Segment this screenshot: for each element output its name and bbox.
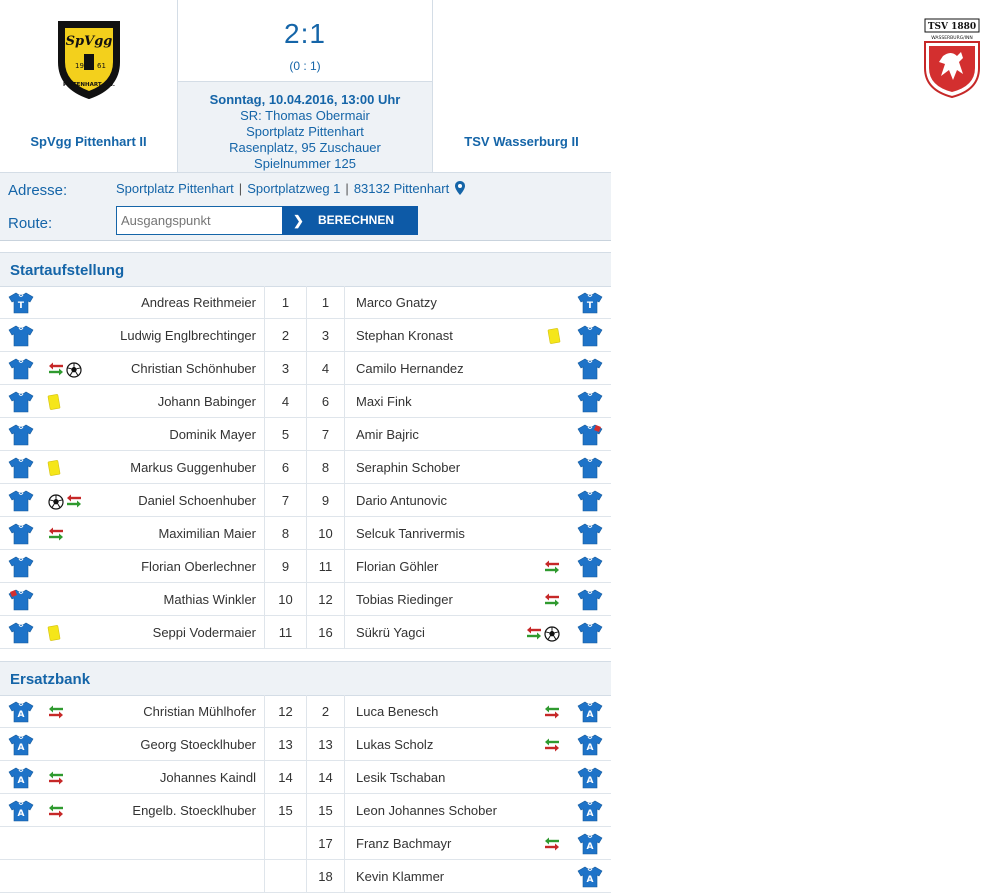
home-team-panel[interactable] (0, 0, 177, 172)
home-player-name[interactable]: Andreas Reithmeier (141, 295, 256, 310)
referee: SR: Thomas Obermair (240, 108, 370, 123)
away-player-number: 1 (306, 286, 344, 319)
svg-text:A: A (586, 809, 594, 819)
home-player-number: 10 (264, 583, 306, 616)
home-player-name[interactable]: Daniel Schoenhuber (138, 493, 256, 508)
substitution-out-icon (544, 593, 560, 610)
away-player-name[interactable]: Franz Bachmayr (344, 827, 611, 860)
away-player-number: 2 (306, 695, 344, 728)
away-player-number: 16 (306, 616, 344, 649)
away-player-name[interactable]: Camilo Hernandez (344, 352, 611, 385)
away-player-name[interactable]: Seraphin Schober (344, 451, 611, 484)
home-player-name[interactable] (0, 860, 264, 893)
home-player-name[interactable]: Markus Guggenhuber (130, 460, 256, 475)
score-box (178, 0, 432, 82)
away-player-number: 14 (306, 761, 344, 794)
player-row (0, 385, 611, 418)
home-player-number: 1 (264, 286, 306, 319)
home-player-number (264, 860, 306, 893)
away-player-number: 18 (306, 860, 344, 893)
home-player-number: 14 (264, 761, 306, 794)
match-info-panel (177, 0, 433, 172)
home-player-number: 11 (264, 616, 306, 649)
home-player-number: 13 (264, 728, 306, 761)
svg-text:WASSERBURG/INN: WASSERBURG/INN (931, 36, 973, 41)
player-row (0, 451, 611, 484)
home-team-crest-icon (56, 18, 122, 100)
away-player-name[interactable]: Lesik Tschaban (344, 761, 611, 794)
away-shirt-icon (577, 523, 603, 548)
away-player-name[interactable]: Lukas Scholz (344, 728, 611, 761)
away-player-number: 13 (306, 728, 344, 761)
away-shirt-icon (577, 622, 603, 647)
away-player-name[interactable]: Leon Johannes Schober (344, 794, 611, 827)
player-row (0, 695, 611, 728)
away-shirt-icon (577, 701, 603, 726)
away-player-name[interactable]: Florian Göhler (344, 550, 611, 583)
home-player-name[interactable]: Ludwig Englbrechtinger (120, 328, 256, 343)
away-shirt-icon (577, 325, 603, 350)
away-player-number: 12 (306, 583, 344, 616)
away-team-crest-icon (921, 18, 983, 98)
home-player-name[interactable]: Georg Stoecklhuber (140, 737, 256, 752)
home-player-name[interactable]: Dominik Mayer (169, 427, 256, 442)
home-player-number: 12 (264, 695, 306, 728)
route-start-input[interactable] (116, 206, 283, 235)
home-player-name[interactable]: Johann Babinger (157, 394, 256, 409)
svg-text:TSV 1880: TSV 1880 (927, 22, 977, 32)
goal-ball-icon (544, 626, 560, 645)
away-shirt-icon (577, 734, 603, 759)
away-shirt-icon (577, 292, 603, 317)
home-player-number: 5 (264, 418, 306, 451)
address-label: Adresse: (8, 182, 68, 199)
substitution-in-icon (544, 837, 560, 854)
svg-text:A: A (586, 842, 594, 852)
address-city: 83132 Pittenhart (353, 181, 450, 196)
calculate-route-button[interactable] (282, 206, 418, 235)
away-shirt-icon (577, 490, 603, 515)
svg-text:T: T (17, 301, 25, 311)
away-player-number: 6 (306, 385, 344, 418)
home-player-number: 15 (264, 794, 306, 827)
away-player-number: 17 (306, 827, 344, 860)
final-score: 2:1 (284, 18, 326, 49)
svg-text:A: A (17, 776, 25, 786)
away-shirt-icon (577, 391, 603, 416)
halftime-score: (0 : 1) (289, 59, 321, 73)
player-row (0, 517, 611, 550)
away-player-number: 3 (306, 319, 344, 352)
svg-text:61: 61 (97, 62, 106, 70)
substitution-in-icon (544, 705, 560, 722)
svg-text:T: T (586, 301, 594, 311)
svg-text:A: A (586, 776, 594, 786)
away-player-name[interactable]: Tobias Riedinger (344, 583, 611, 616)
away-player-number: 9 (306, 484, 344, 517)
away-player-name[interactable]: Stephan Kronast (344, 319, 611, 352)
home-player-number: 3 (264, 352, 306, 385)
away-player-number: 7 (306, 418, 344, 451)
svg-text:A: A (17, 710, 25, 720)
home-player-number: 7 (264, 484, 306, 517)
home-player-number (264, 827, 306, 860)
address-street: Sportplatzweg 1 (247, 181, 341, 196)
away-player-name[interactable]: Selcuk Tanrivermis (344, 517, 611, 550)
address-line: Sportplatz Pittenhart | Sportplatzweg 1 | 83132 Pittenhart (116, 181, 465, 196)
away-shirt-icon (577, 424, 603, 449)
player-row (0, 616, 611, 649)
svg-text:A: A (586, 710, 594, 720)
substitution-out-icon (526, 626, 542, 643)
away-player-name[interactable]: Luca Benesch (344, 695, 611, 728)
svg-text:A: A (586, 743, 594, 753)
svg-text:A: A (17, 743, 25, 753)
home-player-number: 9 (264, 550, 306, 583)
away-shirt-icon (577, 800, 603, 825)
player-row (0, 418, 611, 451)
home-player-number: 8 (264, 517, 306, 550)
home-player-name[interactable]: Florian Oberlechner (141, 559, 256, 574)
lineup-section-title: Startaufstellung (0, 252, 611, 287)
svg-text:A: A (17, 809, 25, 819)
svg-text:SpVgg: SpVgg (65, 34, 113, 49)
player-row (0, 761, 611, 794)
match-date: Sonntag, 10.04.2016, 13:00 Uhr (209, 92, 401, 107)
bench-table (0, 695, 611, 893)
lineup-table (0, 286, 611, 649)
away-shirt-icon (577, 866, 603, 891)
calculate-route-label: BERECHNEN (318, 213, 395, 227)
away-player-number: 4 (306, 352, 344, 385)
away-shirt-icon (577, 556, 603, 581)
svg-text:19: 19 (75, 62, 84, 70)
home-player-name[interactable]: Christian Schönhuber (130, 361, 256, 376)
substitution-in-icon (544, 738, 560, 755)
away-team-panel[interactable] (433, 0, 977, 172)
bench-section-title: Ersatzbank (0, 661, 611, 696)
route-label: Route: (8, 215, 53, 232)
address-panel (0, 172, 611, 241)
pitch-info: Rasenplatz, 95 Zuschauer (229, 140, 381, 155)
match-details (178, 92, 432, 172)
match-header (0, 0, 977, 172)
player-row (0, 352, 611, 385)
away-player-name[interactable]: Dario Antunovic (344, 484, 611, 517)
game-number: Spielnummer 125 (254, 156, 356, 171)
player-row (0, 827, 611, 860)
player-row (0, 484, 611, 517)
chevron-right-icon: ❯ (293, 213, 304, 228)
home-team-name[interactable]: SpVgg Pittenhart II (30, 134, 147, 149)
away-player-number: 8 (306, 451, 344, 484)
away-shirt-icon (577, 833, 603, 858)
away-player-name[interactable]: Kevin Klammer (344, 860, 611, 893)
player-row (0, 319, 611, 352)
address-venue-link[interactable]: Sportplatz Pittenhart (116, 181, 234, 196)
away-player-name[interactable]: Marco Gnatzy (344, 286, 611, 319)
svg-text:PITTENHART e.V.: PITTENHART e.V. (62, 82, 116, 88)
home-player-number: 4 (264, 385, 306, 418)
home-player-number: 6 (264, 451, 306, 484)
player-row (0, 583, 611, 616)
map-pin-icon[interactable] (455, 181, 465, 195)
venue-name: Sportplatz Pittenhart (246, 124, 364, 139)
home-player-name[interactable]: Engelb. Stoecklhuber (132, 803, 256, 818)
home-player-name[interactable]: Mathias Winkler (163, 592, 256, 607)
away-shirt-icon (577, 457, 603, 482)
away-player-name[interactable]: Amir Bajric (344, 418, 611, 451)
home-player-name[interactable]: Christian Mühlhofer (143, 704, 256, 719)
yellow-card-icon (548, 328, 560, 347)
home-player-name[interactable] (0, 827, 264, 860)
away-shirt-icon (577, 767, 603, 792)
home-player-name[interactable]: Maximilian Maier (158, 526, 256, 541)
svg-text:A: A (586, 875, 594, 885)
away-shirt-icon (577, 358, 603, 383)
away-player-number: 10 (306, 517, 344, 550)
home-player-name[interactable]: Seppi Vodermaier (152, 625, 256, 640)
away-team-name[interactable]: TSV Wasserburg II (464, 134, 579, 149)
player-row (0, 728, 611, 761)
away-player-number: 11 (306, 550, 344, 583)
home-player-name[interactable]: Johannes Kaindl (159, 770, 256, 785)
player-row (0, 794, 611, 827)
player-row (0, 860, 611, 893)
substitution-out-icon (544, 560, 560, 577)
player-row (0, 286, 611, 319)
away-shirt-icon (577, 589, 603, 614)
home-player-number: 2 (264, 319, 306, 352)
away-player-name[interactable]: Maxi Fink (344, 385, 611, 418)
away-player-name[interactable]: Sükrü Yagci (344, 616, 611, 649)
player-row (0, 550, 611, 583)
away-player-number: 15 (306, 794, 344, 827)
